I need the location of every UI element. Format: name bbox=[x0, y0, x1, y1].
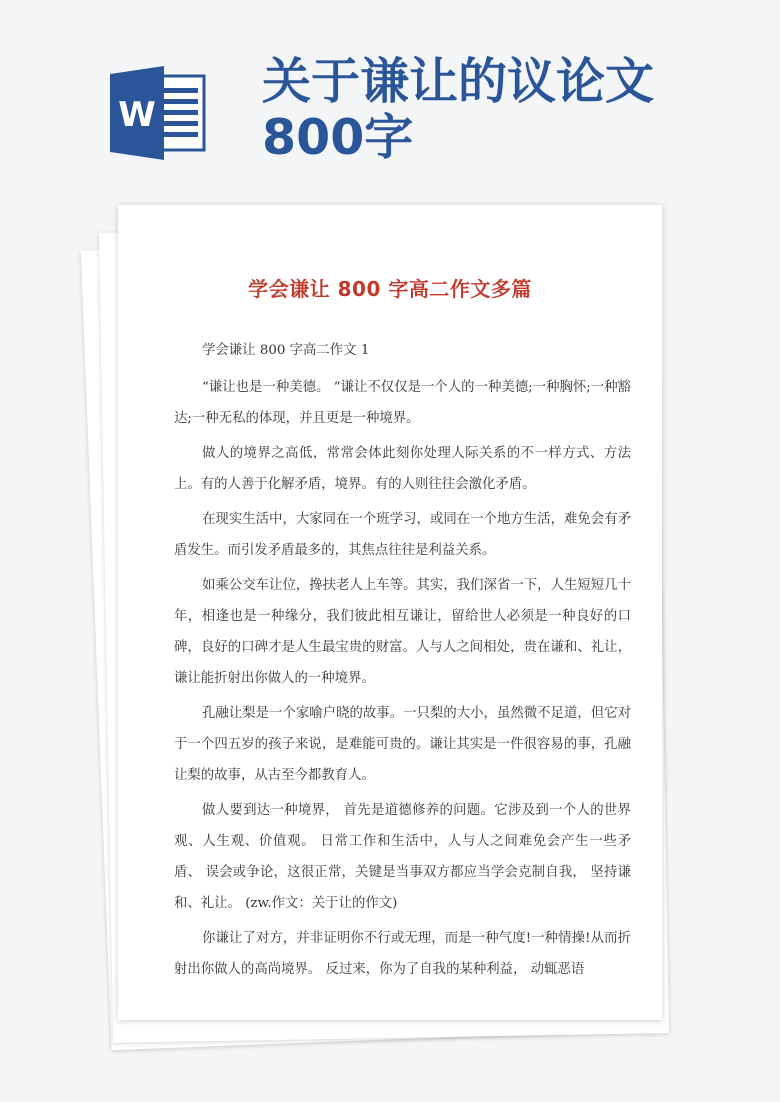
paragraph: 在现实生活中，大家同在一个班学习，或同在一个地方生活，难免会有矛盾发生。而引发矛盾最多的，其焦点往往是利益关系。 bbox=[174, 512, 631, 558]
banner-header bbox=[0, 0, 780, 200]
word-doc-icon bbox=[110, 66, 210, 160]
paragraph: 做人的境界之高低，常常会体此刻你处理人际关系的不一样方式、方法上。有的人善于化解矛盾，境界。有的人则往往会激化矛盾。 bbox=[174, 446, 631, 492]
page-title bbox=[262, 54, 762, 166]
paragraph: 做人要到达一种境界， 首先是道德修养的问题。它涉及到一个人的世界观、人生观、价值观。 日常工作和生活中，人与人之间难免会产生一些矛盾、 误会或争论，这很正常，关键是当事双方都应当学会克制自我， 坚持谦和、礼让。 (zw.作文：关于让的作文) bbox=[174, 803, 631, 911]
document-subtitle: 学会谦让 800 字高二作文 1 bbox=[202, 343, 370, 358]
page-title-line1: 关于谦让的议论文 bbox=[262, 53, 655, 110]
paragraph: 孔融让梨是一个家喻户晓的故事。一只梨的大小，虽然微不足道，但它对于一个四五岁的孩子来说，是难能可贵的。谦让其实是一件很容易的事，孔融让梨的故事，从古至今都教育人。 bbox=[174, 706, 631, 783]
document-body bbox=[174, 335, 631, 989]
page-title-line2: 800字 bbox=[262, 109, 414, 166]
paragraph: 如乘公交车让位，搀扶老人上车等。其实，我们深省一下，人生短短几十年，相逢也是一种缘分，我们彼此相互谦让，留给世人必须是一种良好的口碑，良好的口碑才是人生最宝贵的财富。人与人之间相处，贵在谦和、礼让，谦让能折射出你做人的一种境界。 bbox=[174, 578, 631, 686]
document-title: 学会谦让 800 字高二作文多篇 bbox=[248, 277, 532, 301]
word-logo-letter: W bbox=[118, 95, 156, 135]
paragraph: 你谦让了对方，并非证明你不行或无理，而是一种气度!一种情操!从而折射出你做人的高尚境界。 反过来，你为了自我的某种利益， 动辄恶语 bbox=[174, 931, 631, 977]
document-page bbox=[118, 205, 662, 1020]
paragraph: “谦让也是一种美德。 ”谦让不仅仅是一个人的一种美德;一种胸怀;一种豁达;一种无私的体现，并且更是一种境界。 bbox=[174, 380, 631, 426]
